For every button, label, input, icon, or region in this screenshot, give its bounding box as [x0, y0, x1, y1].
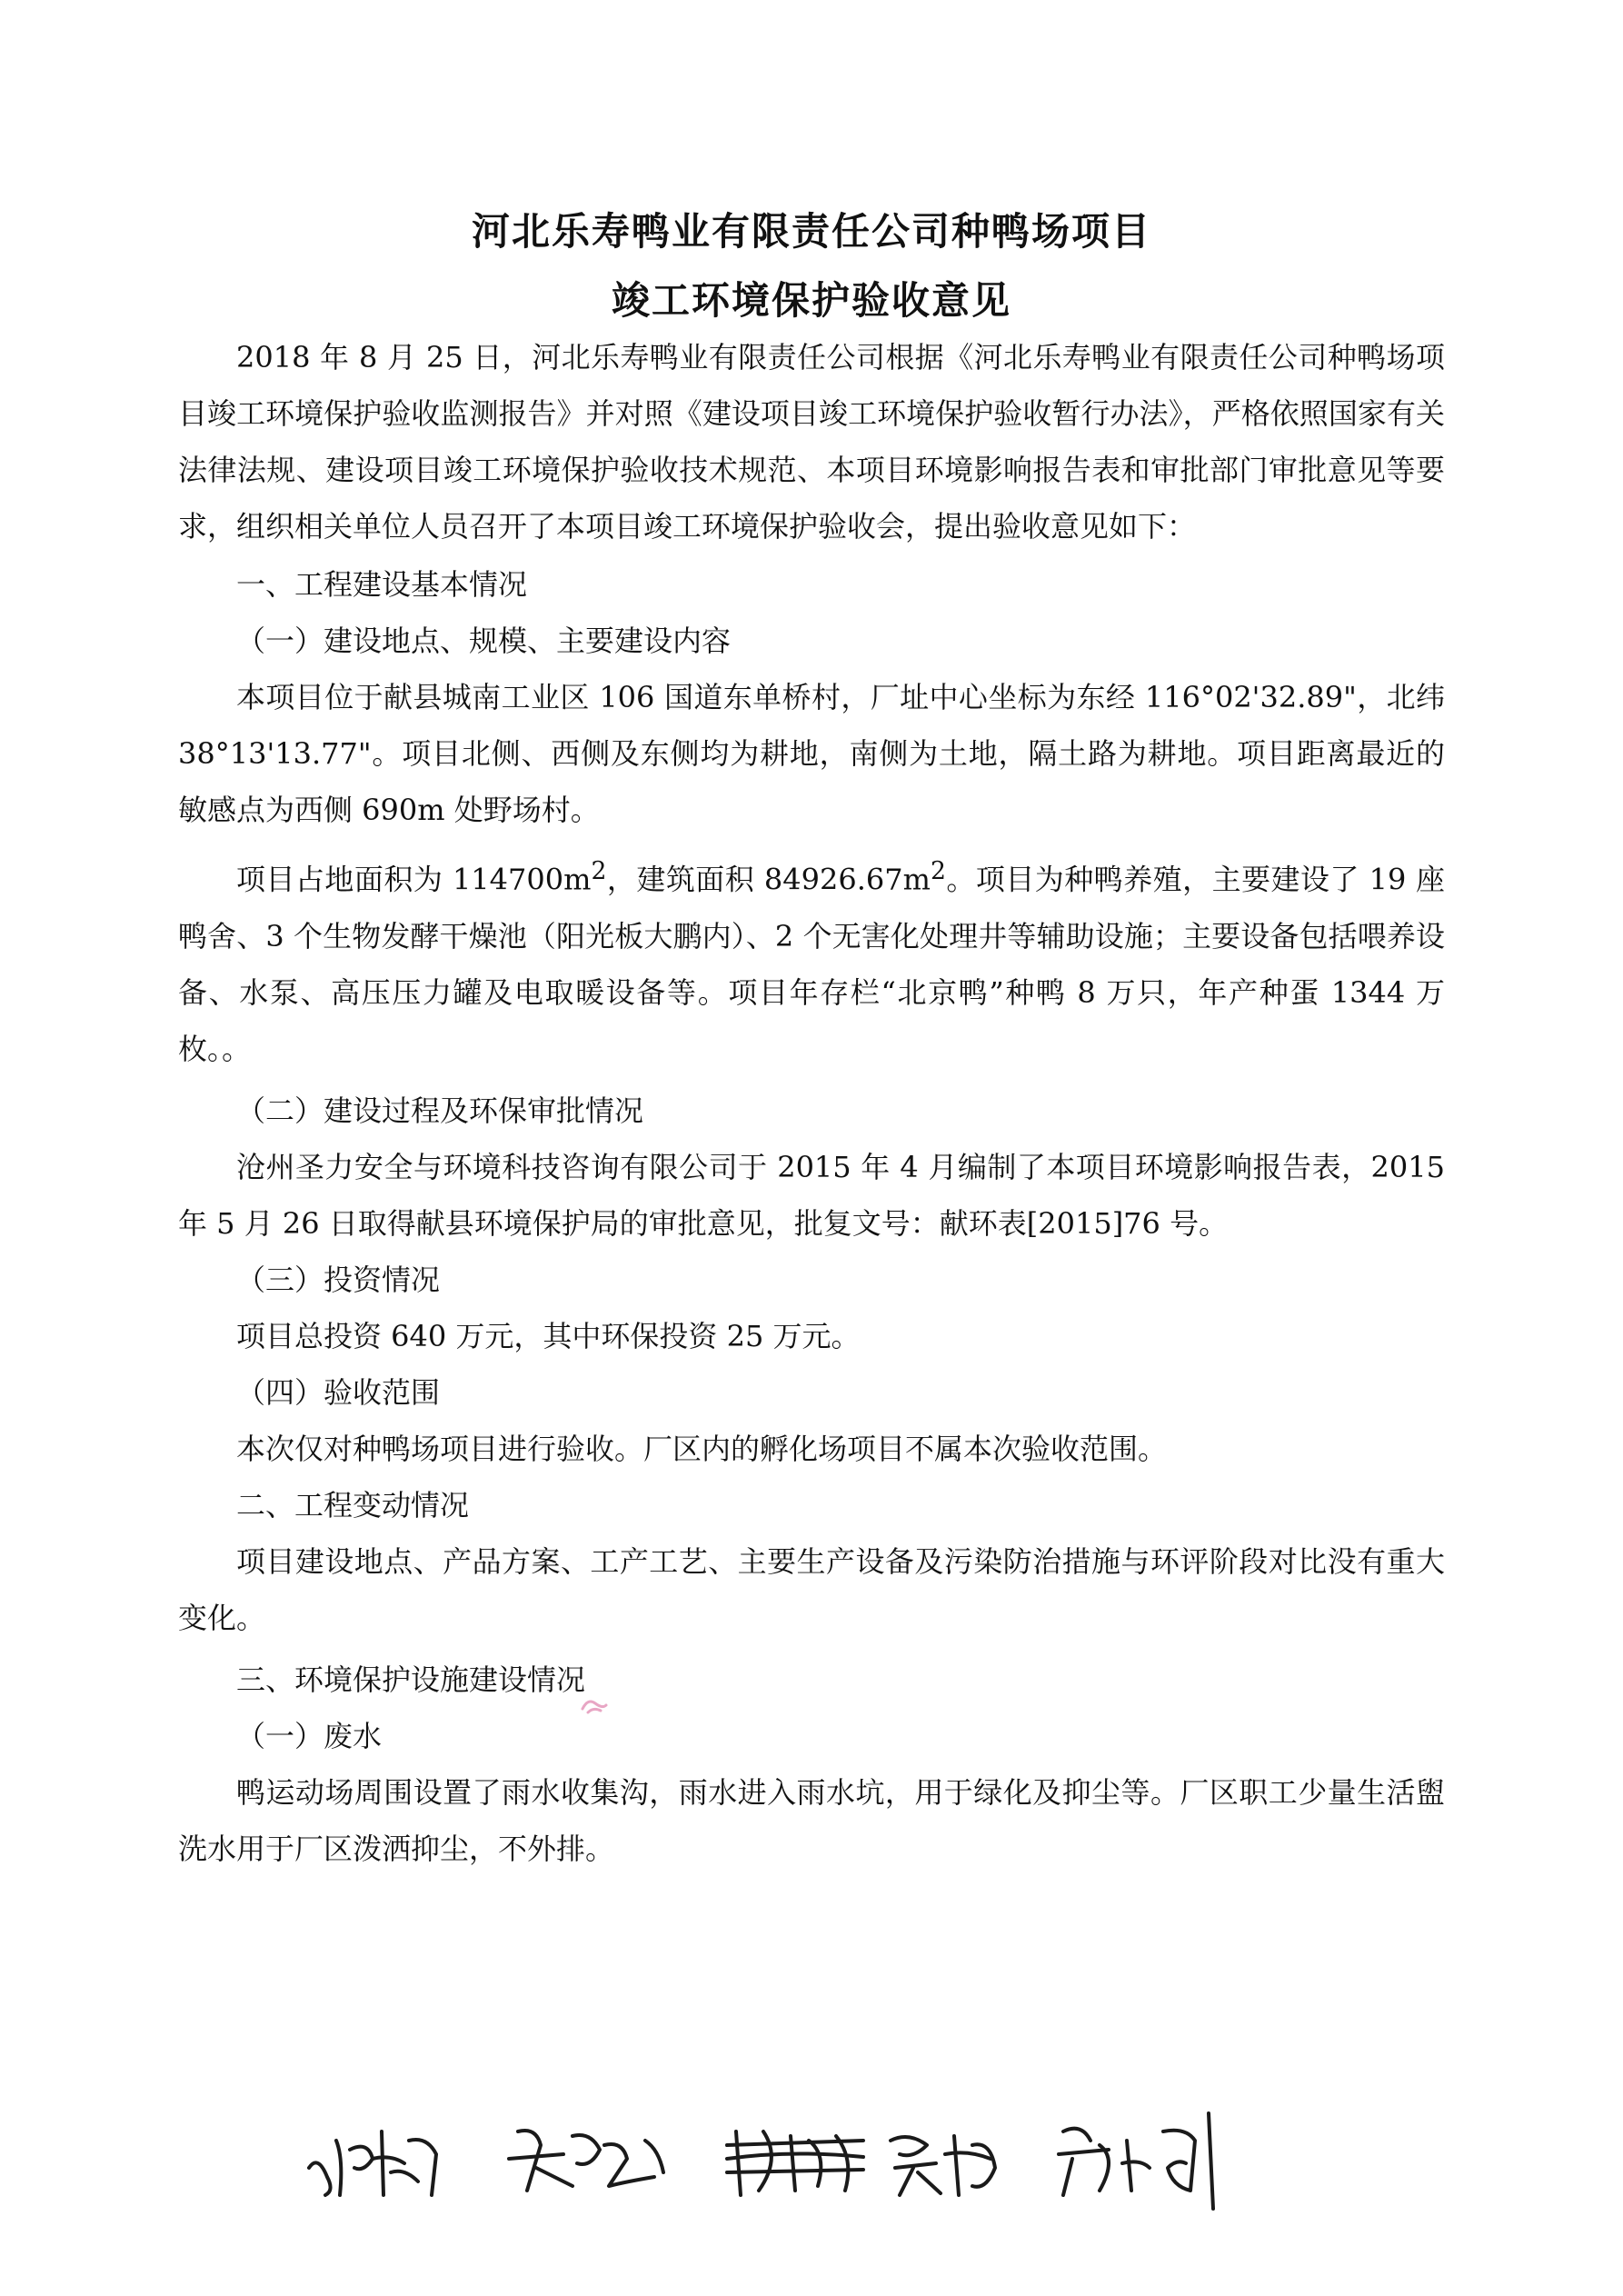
subsection-heading-1-3: （三）投资情况 [236, 1262, 441, 1297]
handwritten-signatures-icon [300, 2104, 1299, 2213]
investment-paragraph: 项目总投资 640 万元，其中环保投资 25 万元。 [236, 1318, 861, 1353]
document-body [178, 329, 1445, 1877]
area-paragraph [178, 844, 1445, 1077]
wastewater-paragraph: 鸭运动场周围设置了雨水收集沟，雨水进入雨水坑，用于绿化及抑尘等。厂区职工少量生活盥洗水用于厂区泼洒抑尘，不外排。 [178, 1774, 1445, 1866]
subsection-heading-1-4: （四）验收范围 [236, 1374, 441, 1410]
area-text-a: 项目占地面积为 114700m [236, 862, 592, 897]
document-title-line2: 竣工环境保护验收意见 [611, 278, 1011, 323]
change-paragraph: 项目建设地点、产品方案、工产工艺、主要生产设备及污染防治措施与环评阶段对比没有重大变化。 [178, 1543, 1445, 1635]
section-heading-1: 一、工程建设基本情况 [236, 567, 528, 602]
section-heading-2: 二、工程变动情况 [236, 1487, 470, 1522]
document-title-line1: 河北乐寿鸭业有限责任公司种鸭场项目 [471, 209, 1151, 254]
area-text-b: ，建筑面积 84926.67m [606, 862, 931, 897]
approval-paragraph: 沧州圣力安全与环境科技咨询有限公司于 2015 年 4 月编制了本项目环境影响报告表，2015 年 5 月 26 日取得献县环境保护局的审批意见，批复文号：献环表[2015]76 号。 [178, 1149, 1445, 1241]
stamp-smudge-icon [575, 1692, 612, 1720]
area-superscript-1: 2 [591, 857, 607, 885]
location-paragraph: 本项目位于献县城南工业区 106 国道东单桥村，厂址中心坐标为东经 116°02'32.89"，北纬 38°13'13.77"。项目北侧、西侧及东侧均为耕地，南侧为土地，隔土路为耕地。项目距离最近的敏感点为西侧 690m 处野场村。 [178, 680, 1445, 827]
area-text-c: 。项目为种鸭养殖，主要建设了 19 座鸭舍、3 个生物发酵干燥池（阳光板大鹏内）、2 个无害化处理井等辅助设施；主要设备包括喂养设备、水泵、高压压力罐及电取暖设备等。项目年存栏“北京鸭”种鸭 8 万只，年产种蛋 1344 万枚。。 [178, 862, 1445, 1066]
area-superscript-2: 2 [930, 857, 946, 885]
subsection-heading-1-1: （一）建设地点、规模、主要建设内容 [236, 624, 732, 658]
subsection-heading-3-1: （一）废水 [236, 1718, 383, 1753]
section-heading-3: 三、环境保护设施建设情况 [236, 1662, 586, 1697]
intro-paragraph: 2018 年 8 月 25 日，河北乐寿鸭业有限责任公司根据《河北乐寿鸭业有限责任公司种鸭场项目竣工环境保护验收监测报告》并对照《建设项目竣工环境保护验收暂行办法》，严格依照国家有关法律法规、建设项目竣工环境保护验收技术规范、本项目环境影响报告表和审批部门审批意见等要求，组织相关单位人员召开了本项目竣工环境保护验收会，提出验收意见如下： [178, 340, 1445, 544]
subsection-heading-1-2: （二）建设过程及环保审批情况 [236, 1093, 644, 1128]
scope-paragraph: 本次仅对种鸭场项目进行验收。厂区内的孵化场项目不属本次验收范围。 [236, 1431, 1168, 1466]
